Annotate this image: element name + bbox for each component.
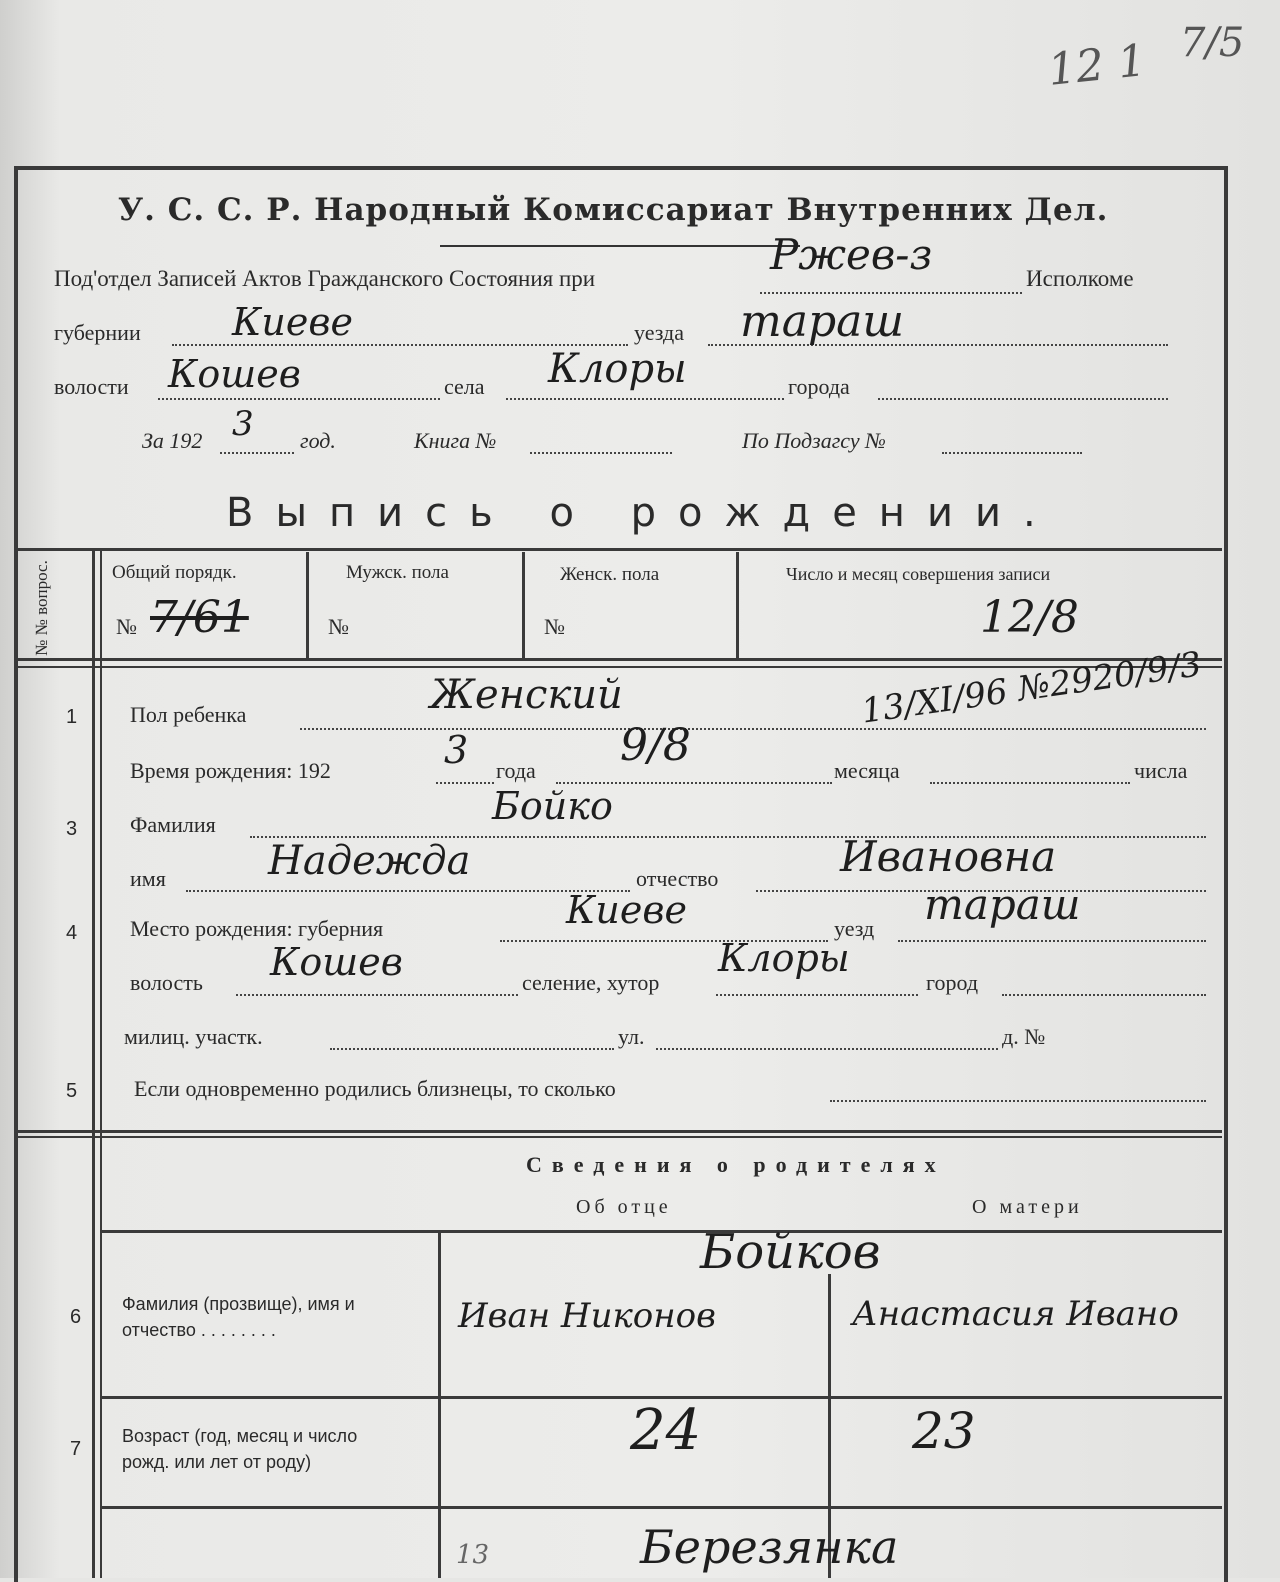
dept-suffix: Исполкоме [1026,266,1134,291]
row-3-number: 3 [66,818,78,840]
year-label: За 192 [142,428,203,453]
row-2-goda: года [496,758,536,783]
female-no: № [544,614,565,639]
row-4-uezd-label: уезд [834,916,875,941]
row-3b-otch-label: отчество [636,866,719,891]
dept-prefix: Под'отдел Записей Актов Гражданского Состояния при [54,266,596,291]
parents-title: Сведения о родителях [526,1152,946,1177]
selo-hand: Клоры [548,346,687,392]
row-1-label: Пол ребенка [130,702,247,727]
row-7-father-hand: 24 [630,1398,702,1463]
gubernia-hand: Киеве [232,300,353,344]
gubernia-label: губернии [54,320,141,345]
row-3b-label: имя [130,866,166,891]
year-hand: 3 [232,404,254,444]
row-2-month: месяца [834,758,900,783]
selo-label: села [444,374,485,399]
row-7-label-1: Возраст (год, месяц и число [122,1426,358,1446]
podzags-label: По Подзагсу № [742,428,886,453]
col-male: Мужск. пола [346,562,449,583]
row-3-label: Фамилия [130,812,216,837]
row-4b-selenie: селение, хутор [522,970,660,995]
row-3-hand: Бойко [492,784,613,828]
row-1-stamp-note: 13/XI/96 №2920/9/3 [858,644,1204,732]
male-no: № [328,614,349,639]
row-3b-hand: Надежда [268,838,471,884]
row-4b-gorod: город [926,970,979,995]
row-2-date-hand: 9/8 [620,720,691,771]
parents-surname-hand: Бойков [700,1224,881,1280]
record-date-hand: 12/8 [980,592,1079,643]
ministry-title: У. С. С. Р. Народный Комиссариат Внутренних Дел. [118,192,1109,228]
col-date-record: Число и месяц совершения записи [786,564,1051,584]
volost-hand: Кошев [168,352,301,396]
row-2-label: Время рождения: 192 [130,758,331,783]
row-4b-volost: волость [130,970,203,995]
corner-archive-mark: 12 1 [1045,35,1149,96]
row-6-label-2: отчество . . . . . . . . [122,1320,276,1340]
row-4b-volost-hand: Кошев [270,940,403,984]
god-label: год. [300,428,336,453]
row-4-label: Место рождения: губерния [130,916,384,941]
document-title: Выпись о рождении. [226,490,1058,536]
row-7-label-2: рожд. или лет от роду) [122,1452,312,1472]
row-4-uezd-hand: тараш [924,880,1081,929]
mother-header: О матери [972,1196,1083,1218]
row-3b-otch-hand: Ивановна [840,832,1057,881]
row-7-number: 7 [70,1438,82,1460]
row-5-number: 5 [66,1080,78,1102]
volost-label: волости [54,374,129,399]
uezd-label: уезда [634,320,684,345]
row-4-number: 4 [66,922,78,944]
row-2-year-hand: 3 [444,728,469,772]
row-2-chisla: числа [1134,758,1188,783]
row-4-gub-hand: Киеве [566,888,687,932]
general-no-hand: 7/61 [150,592,249,643]
row-4b-selenie-hand: Клоры [718,936,850,980]
row-8-hand: Березянка [640,1520,899,1574]
gorod-label: города [788,374,850,399]
row-1-hand: Женский [430,672,623,718]
corner-fraction-mark: 7/5 [1180,20,1245,66]
dept-hand: Ржев-з [770,230,933,279]
row-6-father-hand: Иван Никонов [458,1296,716,1336]
col-general-order: Общий порядк. [112,562,237,583]
row-7-mother-hand: 23 [912,1402,976,1460]
row-4c-house: д. № [1002,1024,1046,1049]
row-1-number: 1 [66,706,78,728]
row-6-mother-hand: Анастасия Ивано [852,1294,1179,1334]
row-5-label: Если одновременно родились близнецы, то сколько [134,1076,616,1101]
row-6-label-1: Фамилия (прозвище), имя и [122,1294,355,1314]
row-4c-milic: милиц. участк. [124,1024,263,1049]
row-6-number: 6 [70,1306,82,1328]
uezd-hand: тараш [740,296,905,347]
book-label: Книга № [414,428,497,453]
general-no: № [116,614,137,639]
row-8-small-hand: 13 [456,1540,490,1570]
father-header: Об отце [576,1196,672,1218]
col-female: Женск. пола [560,564,660,585]
question-number-header: № № вопрос. [31,560,51,656]
row-4c-ul: ул. [618,1024,645,1049]
